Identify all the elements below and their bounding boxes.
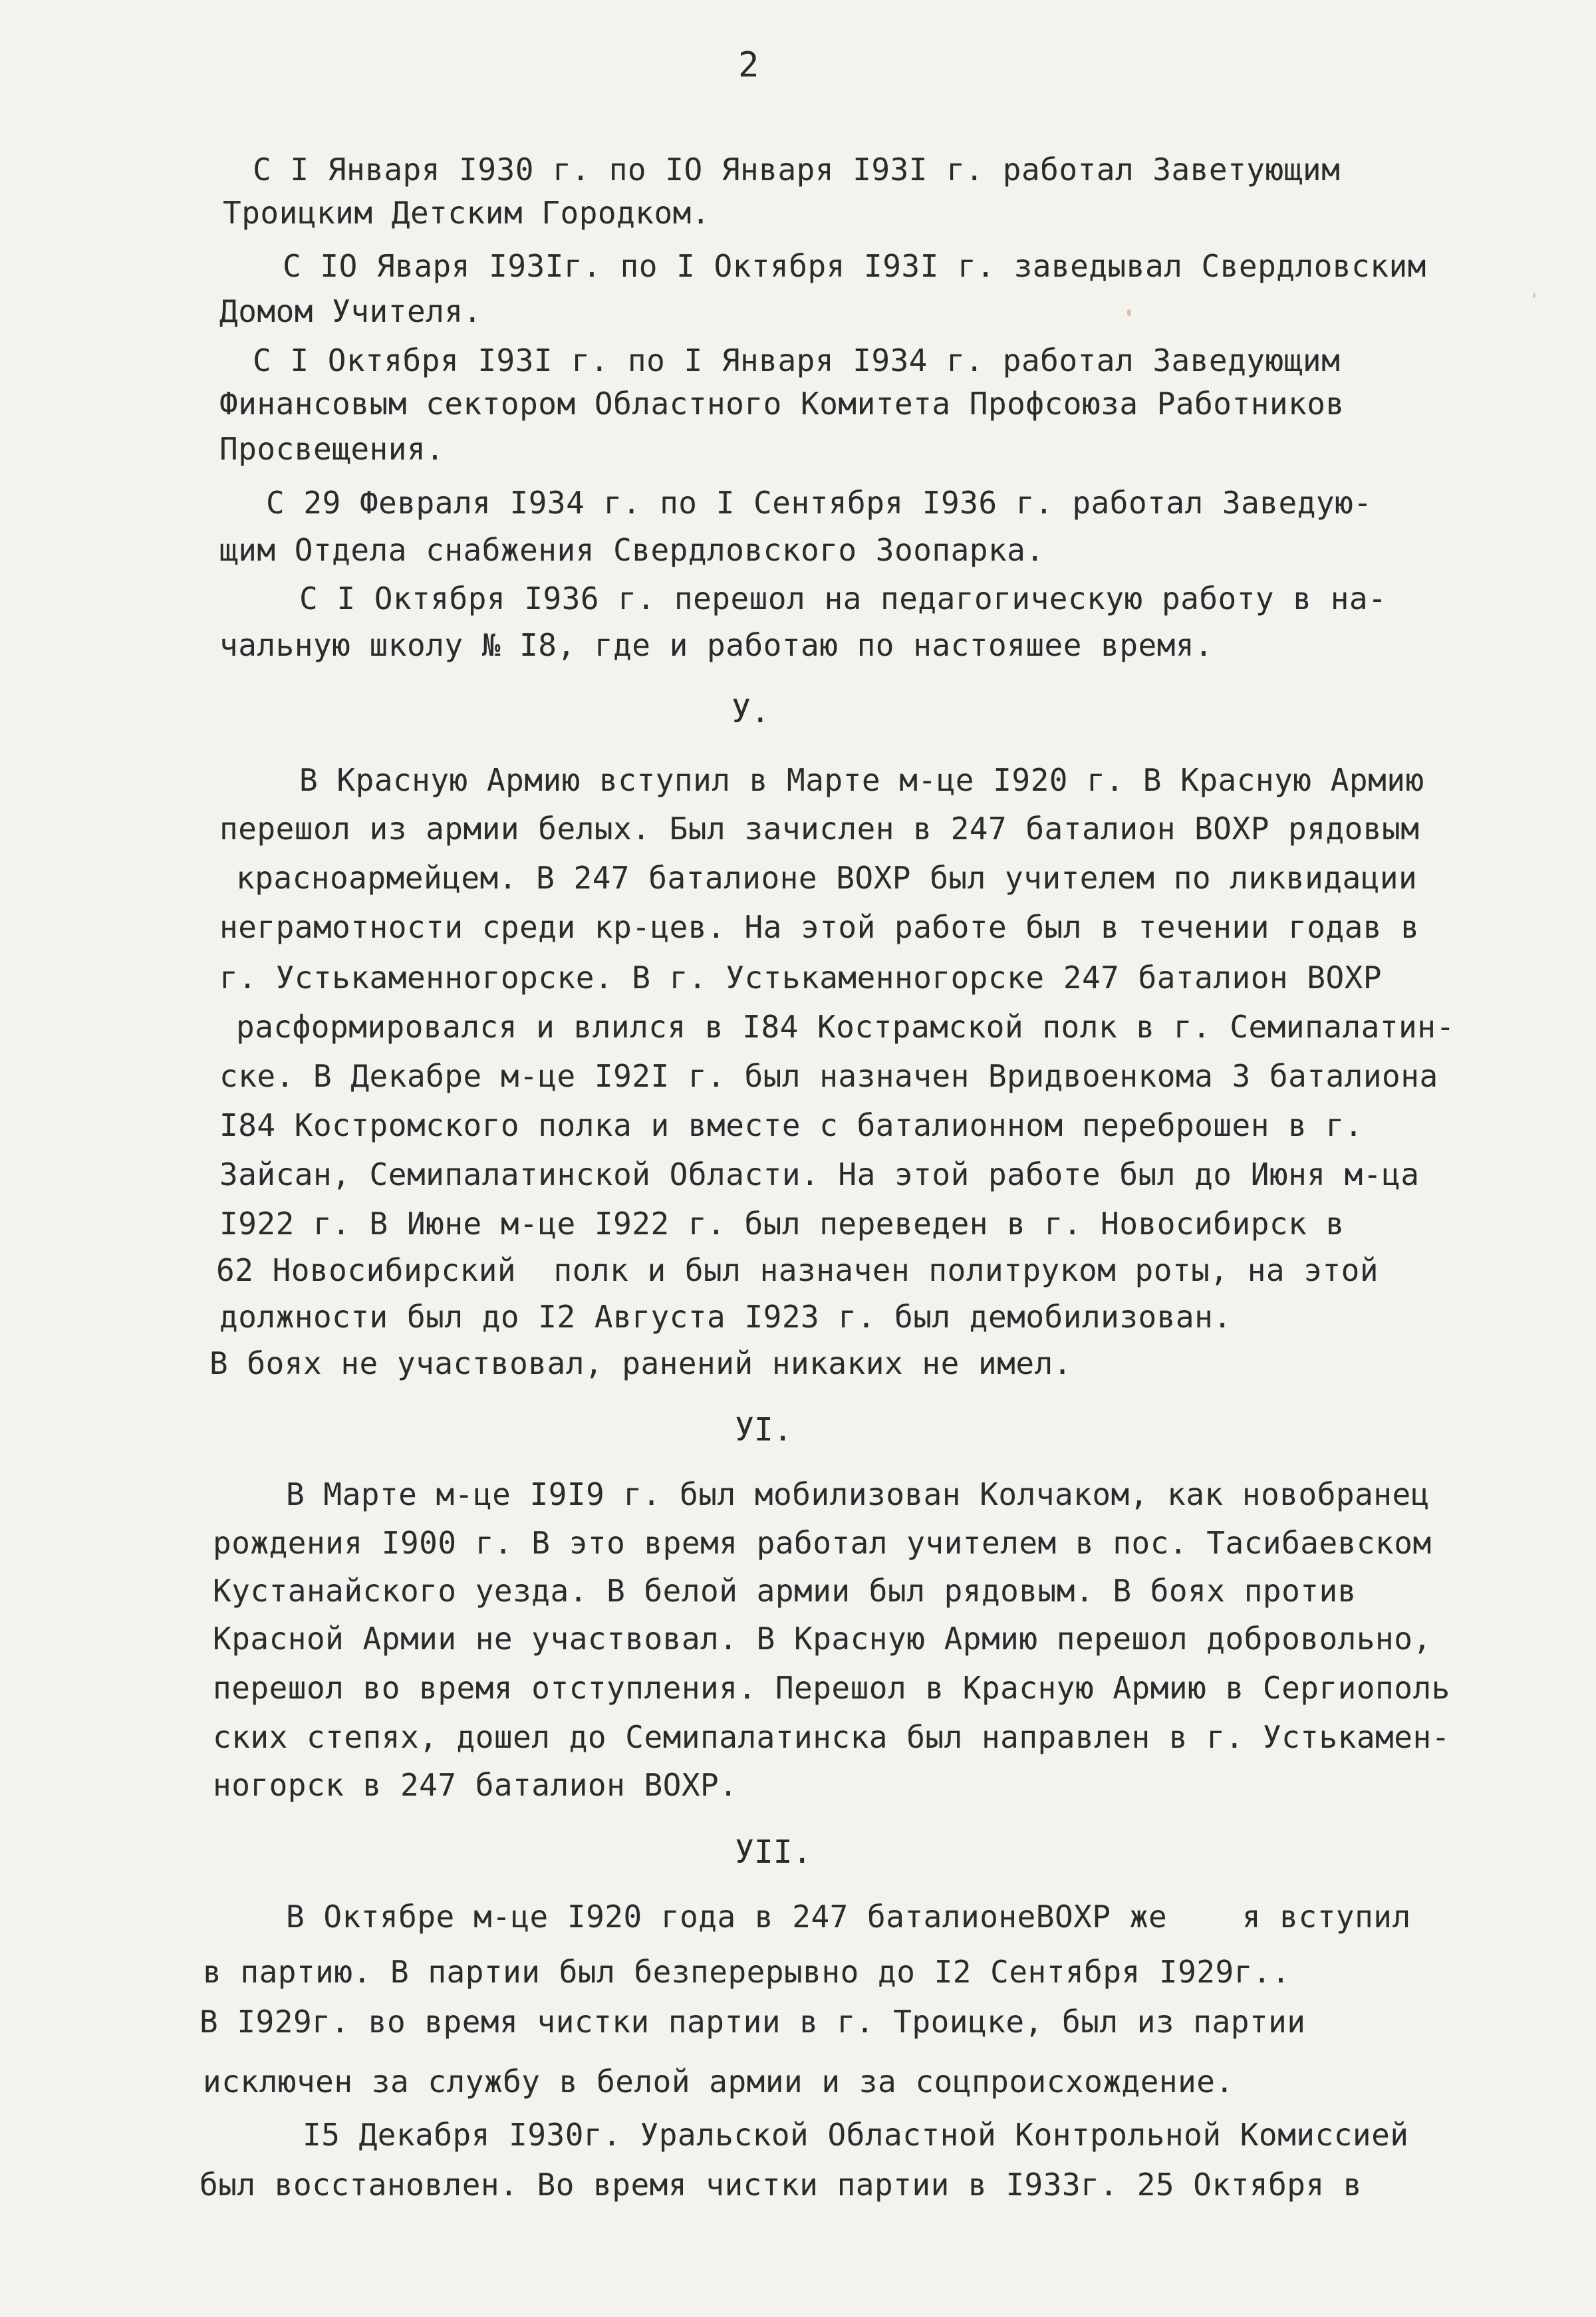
text-line: В Октябре м-це I920 года в 247 баталионеВОХР же я вступил [286, 1899, 1411, 1935]
text-line: рождения I900 г. В это время работал учителем в пос. Тасибаевском [213, 1525, 1432, 1561]
paper-speck [1127, 309, 1131, 316]
text-line: красноармейцем. В 247 баталионе ВОХР был учителем по ликвидации [236, 860, 1418, 896]
text-line: I84 Костромского полка и вместе с баталионном переброшен в г. [219, 1107, 1363, 1143]
section-heading: У. [732, 693, 770, 730]
text-line: Просвещения. [219, 431, 445, 467]
text-line: ногорск в 247 баталион ВОХР. [213, 1767, 738, 1803]
text-line: С IO Яваря I93Iг. по I Октября I93I г. заведывал Свердловским [283, 248, 1426, 284]
text-line: Красной Армии не участвовал. В Красную Армию перешол добровольно, [213, 1621, 1432, 1657]
text-line: I5 Декабря I930г. Уральской Областной Контрольной Комиссией [303, 2117, 1409, 2153]
text-line: неграмотности среди кр-цев. На этой работе был в течении годав в [219, 909, 1420, 945]
text-line: Домом Учителя. [219, 293, 482, 329]
text-line: С I Января I930 г. по IO Января I93I г. работал Заветующим [253, 152, 1341, 188]
text-line: Зайсан, Семипалатинской Области. На этой работе был до Июня м-ца [219, 1157, 1420, 1192]
text-line: должности был до I2 Августа I923 г. был демобилизован. [219, 1299, 1232, 1335]
text-line: был восстановлен. Во время чистки партии в I933г. 25 Октября в [200, 2167, 1363, 2203]
page-number: 2 [738, 45, 759, 85]
text-line: В Марте м-це I9I9 г. был мобилизован Колчаком, как новобранец [286, 1476, 1430, 1512]
text-line: В Красную Армию вступил в Марте м-це I920 г. В Красную Армию [299, 762, 1424, 798]
text-line: расформировался и влился в I84 Кострамской полк в г. Семипалатин- [236, 1009, 1455, 1045]
text-line: Кустанайского уезда. В белой армии был рядовым. В боях против [213, 1573, 1357, 1609]
text-line: С I Октября I93I г. по I Января I934 г. работал Заведующим [253, 342, 1341, 378]
text-line: перешол из армии белых. Был зачислен в 247 баталион ВОХР рядовым [219, 811, 1420, 847]
text-line: Троицким Детским Городком. [223, 195, 711, 231]
text-line: в партию. В партии был безперерывно до I2 Сентября I929г.. [203, 1954, 1291, 1990]
text-line: ске. В Декабре м-це I92I г. был назначен Вридвоенкома 3 баталиона [219, 1058, 1438, 1094]
text-line: В I929г. во время чистки партии в г. Троицке, был из партии [200, 2004, 1306, 2040]
text-line: С I Октября I936 г. перешол на педагогическую работу в на- [299, 581, 1387, 616]
text-line: ских степях, дошел до Семипалатинска был направлен в г. Устькамен- [213, 1719, 1450, 1755]
text-line: Финансовым сектором Областного Комитета Профсоюза Работников [219, 386, 1345, 422]
text-line: перешол во время отступления. Перешол в Красную Армию в Сергиополь [213, 1670, 1450, 1706]
text-line: В боях не участвовал, ранений никаких не имел. [209, 1345, 1072, 1381]
text-line: щим Отдела снабжения Свердловского Зоопарка. [219, 532, 1045, 568]
text-line: 62 Новосибирский полк и был назначен политруком роты, на этой [216, 1252, 1379, 1288]
text-line: г. Устькаменногорске. В г. Устькаменногорске 247 баталион ВОХР [219, 960, 1383, 996]
section-heading: УI. [735, 1411, 793, 1448]
text-line: чальную школу № I8, где и работаю по настояшее время. [219, 627, 1214, 663]
section-heading: УII. [735, 1834, 812, 1871]
text-line: исключен за службу в белой армии и за соцпроисхождение. [203, 2064, 1234, 2100]
text-line: С 29 Февраля I934 г. по I Сентября I936 г. работал Заведую- [266, 485, 1373, 521]
paper-speck [1533, 293, 1535, 298]
text-line: I922 г. В Июне м-це I922 г. был переведен в г. Новосибирск в [219, 1206, 1345, 1242]
